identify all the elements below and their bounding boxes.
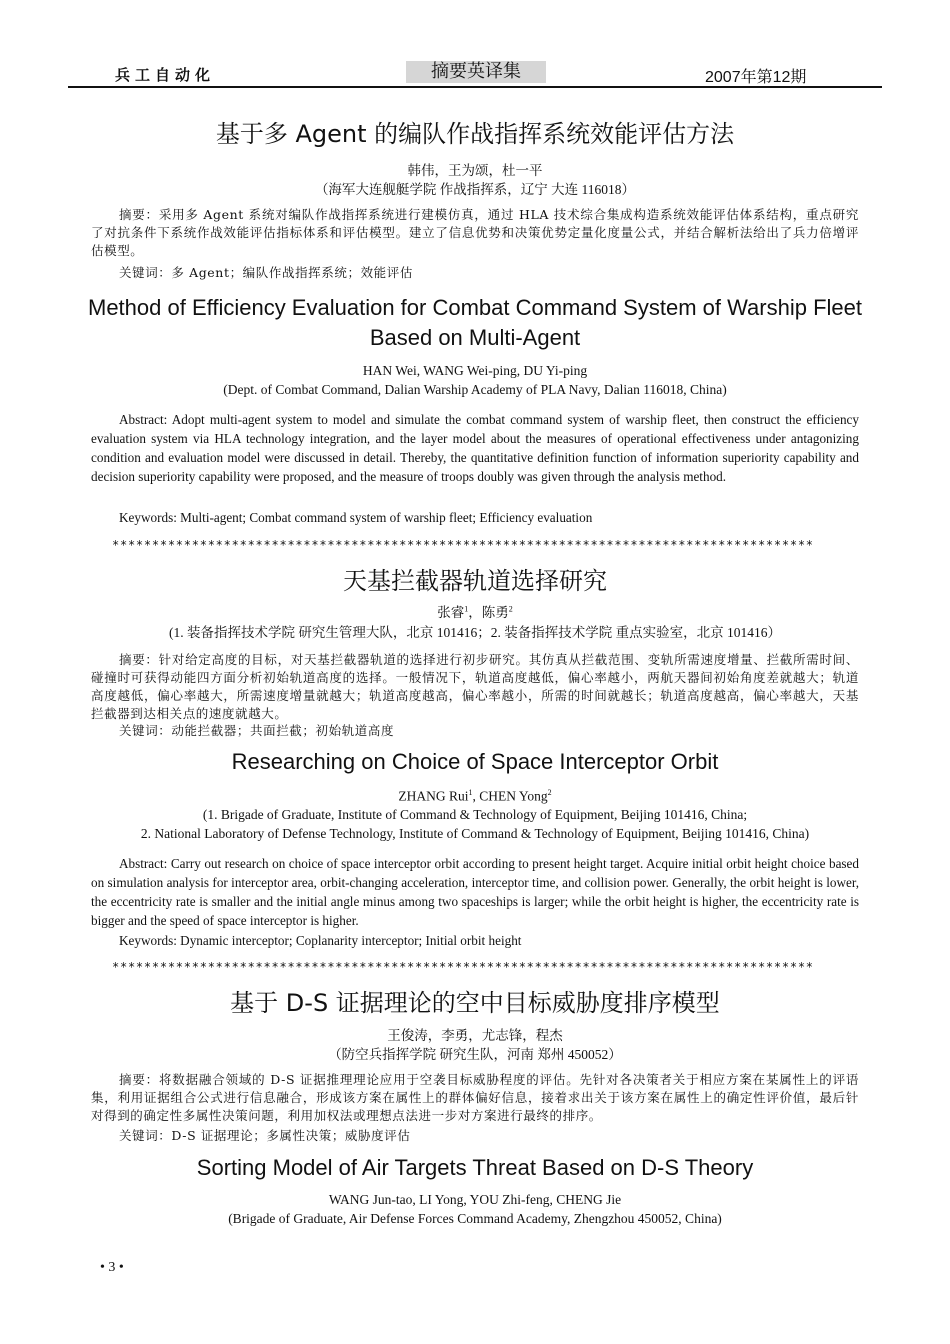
article-2-affiliation-en-line2: 2. National Laboratory of Defense Technology, Institute of Command & Technology of Equipment, Beijing 101416, China) [140, 826, 810, 841]
article-1-title-en-line1: Method of Efficiency Evaluation for Combat Command System of Warship Fleet [88, 295, 862, 320]
abstract-text: 采用多 Agent 系统对编队作战指挥系统进行建模仿真，通过 HLA 技术综合集成构造系统效能评估体系结构，重点研究了对抗条件下系统作战效能评估指标体系和评估模型。建立了信息优势和决策优势定量化度量公式，并结合解析法给出了兵力倍增评估模型。 [91, 207, 859, 258]
article-1-keywords-cn [91, 264, 859, 282]
article-1-authors-en: HAN Wei, WANG Wei-ping, DU Yi-ping [362, 363, 588, 378]
author-separator: , [472, 788, 480, 804]
abstract-label: 摘要： [119, 207, 159, 222]
author-mark: 1 [464, 604, 469, 614]
article-1-affiliation-en: (Dept. of Combat Command, Dalian Warship Academy of PLA Navy, Dalian 116018, China) [223, 382, 727, 397]
keywords-label: 关键词： [119, 723, 172, 738]
article-3-keywords-cn [91, 1127, 859, 1145]
page-number: • 3 • [100, 1260, 124, 1275]
article-3-title-en: Sorting Model of Air Targets Threat Based on D-S Theory [196, 1155, 754, 1180]
article-1-abstract-en: Abstract: Adopt multi-agent system to model and simulate the combat command system of warship fleet, then construct the efficiency evaluation system via HLA technology integration, and the layer model about the measures of operational effectiveness under antagonizing condition and evaluation model were discussed in detail. Thereby, the quantitative definition function of information superiority capability and decision superiority capability were proposed, and the measure of troops doubly was given through the analysis method. [91, 412, 859, 484]
article-1-abstract-cn [91, 206, 859, 260]
keywords-text: D-S 证据理论；多属性决策；威胁度评估 [171, 1128, 411, 1143]
keywords-text: 多 Agent；编队作战指挥系统；效能评估 [171, 265, 413, 280]
author-name: CHEN Yong [479, 788, 548, 804]
article-2-title-en: Researching on Choice of Space Interceptor Orbit [231, 749, 719, 774]
article-3-authors-cn: 王俊涛，李勇，尤志锋，程杰 [387, 1028, 563, 1043]
article-3-title-cn: 基于 D-S 证据理论的空中目标威胁度排序模型 [230, 989, 720, 1017]
separator-1: **************************************************************************************** [112, 538, 814, 552]
article-1-authors-cn: 韩伟，王为颂，杜一平 [407, 163, 543, 178]
author-mark: 2 [547, 788, 552, 797]
keywords-text: 动能拦截器；共面拦截；初始轨道高度 [171, 723, 395, 738]
article-2-affiliation-en-line1: (1. Brigade of Graduate, Institute of Command & Technology of Equipment, Beijing 101416, China; [202, 807, 748, 822]
article-3-affiliation-en: (Brigade of Graduate, Air Defense Forces Command Academy, Zhengzhou 450052, China) [228, 1211, 722, 1226]
article-2-affiliation-cn: (1. 装备指挥技术学院 研究生管理大队，北京 101416；2. 装备指挥技术学院 重点实验室，北京 101416） [169, 625, 781, 640]
abstract-label: 摘要： [119, 652, 159, 667]
article-2-authors-cn [60, 601, 890, 621]
abstract-text: 将数据融合领域的 D-S 证据推理理论应用于空袭目标威胁程度的评估。先针对各决策者关于相应方案在某属性上的评语集，利用证据组合公式进行信息融合，形成该方案在属性上的群体偏好信息，接着求出关于该方案在属性上的确定性评价值，最后针对得到的确定性多属性决策问题，利用加权法或理想点法进一步对方案进行最终的排序。 [91, 1072, 859, 1123]
article-1-keywords-en: Keywords: Multi-agent; Combat command system of warship fleet; Efficiency evaluation [119, 510, 593, 525]
article-2-abstract-cn [91, 651, 859, 723]
article-2-authors-en [60, 788, 890, 805]
author-separator: ， [468, 605, 482, 620]
keywords-label: 关键词： [119, 1128, 172, 1143]
keywords-label: 关键词： [119, 265, 172, 280]
article-1-title-cn: 基于多 Agent 的编队作战指挥系统效能评估方法 [215, 120, 735, 148]
author-name: ZHANG Rui [398, 788, 469, 804]
article-3-authors-en: WANG Jun-tao, LI Yong, YOU Zhi-feng, CHENG Jie [328, 1192, 622, 1207]
author-name: 陈勇 [481, 605, 509, 620]
article-2-keywords-en: Keywords: Dynamic interceptor; Coplanarity interceptor; Initial orbit height [119, 933, 522, 948]
header-rule [68, 86, 882, 88]
author-mark: 2 [508, 604, 513, 614]
article-2-title-cn: 天基拦截器轨道选择研究 [343, 567, 607, 595]
article-2-keywords-cn [91, 722, 859, 740]
author-mark: 1 [468, 788, 473, 797]
abstract-text: 针对给定高度的目标，对天基拦截器轨道的选择进行初步研究。其仿真从拦截范围、变轨所需速度增量、拦截所需时间、碰撞时可获得动能四方面分析初始轨道高度的选择。一般情况下，轨道高度越低，偏心率越小，两航天器间初始角度差就越大；轨道高度越低，偏心率越大，所需速度增量就越大；轨道高度越高，偏心率越小，所需的时间就越长；轨道高度越高，偏心率越大，天基拦截器到达相关点的速度就越大。 [91, 652, 859, 721]
article-2-abstract-en: Abstract: Carry out research on choice of space interceptor orbit according to present height target. Acquire initial orbit height choice based on simulation analysis for interceptor area, orbit-changing acceleration, interceptor time, and collision power. Generally, the orbit height is lower, the eccentricity rate is smaller and the initial angle minus among two spaceships is larger; while the orbit height is higher, the eccentricity rate is bigger and the speed of space interceptor is higher. [91, 856, 859, 928]
article-1-title-en-line2: Based on Multi-Agent [369, 325, 581, 350]
journal-name: 兵工自动化 [115, 66, 216, 84]
article-1-affiliation-cn: （海军大连舰艇学院 作战指挥系，辽宁 大连 116018） [314, 182, 636, 197]
author-name: 张睿 [437, 605, 465, 620]
separator-2: **************************************************************************************** [112, 960, 814, 974]
article-3-abstract-cn [91, 1071, 859, 1125]
abstract-label: 摘要： [119, 1072, 159, 1087]
section-title: 摘要英译集 [406, 61, 546, 83]
article-3-affiliation-cn: （防空兵指挥学院 研究生队，河南 郑州 450052） [328, 1047, 622, 1062]
issue-label: 2007年第12期 [705, 69, 807, 86]
